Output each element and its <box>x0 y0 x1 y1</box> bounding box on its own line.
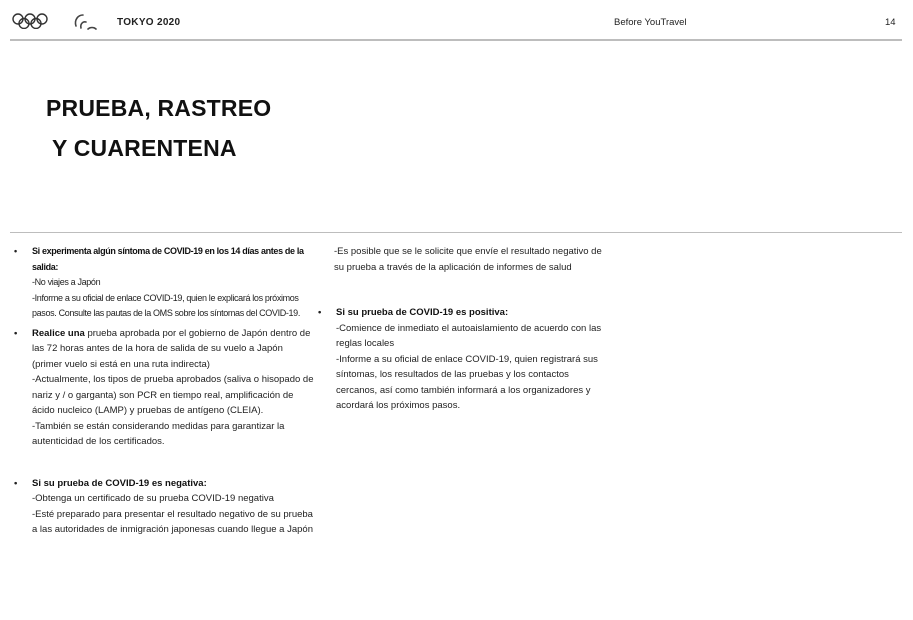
bullet: • <box>14 246 17 256</box>
bullet: • <box>14 477 18 489</box>
positive-heading: Si su prueba de COVID-19 es positiva: <box>336 307 509 318</box>
positive-line-2: -Informe a su oficial de enlace COVID-19, quien registrará sus síntomas, los resultados de las pruebas y los contactos cercanos, así como también informará a los organizadores y acordará los próximos pasos. <box>336 353 598 411</box>
test-bold-start: Realice una <box>32 327 85 339</box>
bullet: • <box>318 307 322 318</box>
test-item <box>14 326 314 450</box>
negative-item <box>14 476 314 538</box>
page-header <box>0 0 913 42</box>
right-column <box>318 244 603 414</box>
page-title <box>46 88 271 168</box>
symptoms-line-2: -Informe a su oficial de enlace COVID-19, quien le explicará los próximos pasos. Consulte las pautas de la OMS sobre los síntomas del COVID-19. <box>32 292 300 318</box>
paralympic-agitos-icon <box>72 12 98 32</box>
negative-line-1: -Obtenga un certificado de su prueba COVID-19 negativa <box>32 493 274 504</box>
symptoms-line-1: -No viajes a Japón <box>32 277 101 287</box>
header-divider <box>10 39 902 41</box>
olympic-rings-icon <box>12 13 50 29</box>
symptoms-heading: Si experimenta algún síntoma de COVID-19 en los 14 días antes de la salida: <box>32 246 304 272</box>
positive-line-1: -Comience de inmediato el autoaislamiento de acuerdo con las reglas locales <box>336 322 602 349</box>
left-column <box>14 244 314 538</box>
test-line-1: -Actualmente, los tipos de prueba aprobados (saliva o hisopado de nariz y / o garganta) son PCR en tiempo real, amplificación de ácido nucleico (LAMP) y pruebas de antígeno (CLEIA). <box>32 374 314 416</box>
test-text: prueba aprobada por el gobierno de Japón dentro de las 72 horas antes de la hora de salida de su vuelo a Japón (primer vuelo si está en una ruta indirecta) <box>32 327 311 370</box>
section-name: Before YouTravel <box>614 17 687 28</box>
brand-name: TOKYO 2020 <box>117 17 181 28</box>
health-app-note: -Es posible que se le solicite que envíe el resultado negativo de su prueba a través de la aplicación de informes de salud <box>334 246 602 273</box>
positive-item <box>318 305 603 414</box>
bullet: • <box>14 327 18 339</box>
title-line-1: PRUEBA, RASTREO <box>46 95 272 121</box>
symptoms-item <box>14 244 314 322</box>
section-divider <box>10 232 902 233</box>
test-paragraph <box>32 326 314 373</box>
test-line-2: -También se están considerando medidas para garantizar la autenticidad de los certificados. <box>32 420 285 447</box>
negative-line-2: -Esté preparado para presentar el resultado negativo de su prueba a las autoridades de inmigración japonesas cuando llegue a Japón <box>32 508 313 535</box>
title-line-2: Y CUARENTENA <box>52 135 237 161</box>
spacer <box>318 275 603 305</box>
page-number: 14 <box>885 17 896 28</box>
spacer <box>14 450 314 476</box>
negative-heading: Si su prueba de COVID-19 es negativa: <box>32 477 207 489</box>
